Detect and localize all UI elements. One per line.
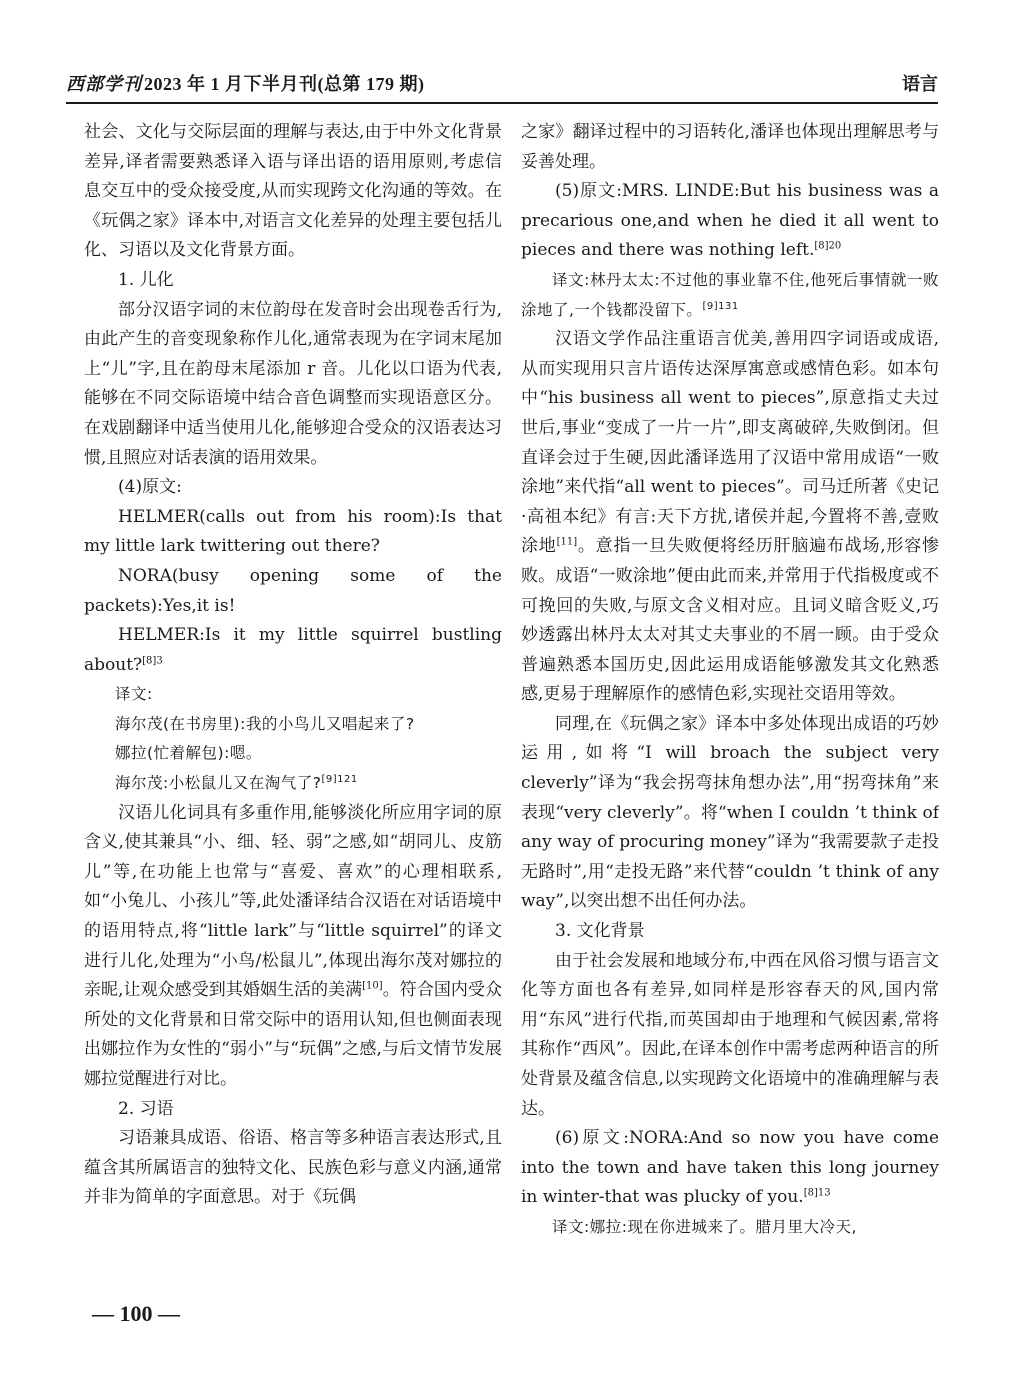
- paragraph-text: 。意指一旦失败便将经历肝脑遍布战场,形容惨败。成语“一败涂地”便由此而来,并常用于代指极度或不可挽回的失败,与原文含义相对应。且词义暗含贬义,巧妙透露出林丹太太对其丈夫事业的不屑一顾。由于受众普遍熟悉本国历史,因此运用成语能够激发其文化熟悉感,更易于理解原作的感情色彩,实现社交语用等效。: [521, 536, 939, 705]
- running-header: [66, 70, 938, 104]
- paragraph: [521, 325, 939, 710]
- paragraph: 部分汉语字词的末位韵母在发音时会出现卷舌行为,由此产生的音变现象称作儿化,通常表现为在字词末尾加上“儿”字,且在韵母末尾添加 r 音。儿化以口语为代表,能够在不同交际语境中结合音色调整而实现语意区分。在戏剧翻译中适当使用儿化,能够迎合受众的汉语表达习惯,且照应对话表演的语用效果。: [84, 299, 502, 468]
- translation: 译文:娜拉:现在你进城来了。腊月里大冷天,: [552, 1217, 857, 1236]
- example-line: HELMER(calls out from his room):Is that my little lark twittering out there?: [84, 506, 502, 557]
- citation: [9]121: [321, 773, 358, 785]
- left-column: [84, 118, 502, 1298]
- journal-title: [66, 70, 425, 96]
- translation-line: 海尔茂(在书房里):我的小鸟儿又唱起来了?: [115, 714, 415, 733]
- subsection-heading: 3. 文化背景: [555, 921, 645, 942]
- translation-label: 译文:: [115, 685, 153, 704]
- paragraph: 由于社会发展和地域分布,中西在风俗习惯与语言文化等方面也各有差异,如同样是形容春天的风,国内常用“东风”进行代指,而英国却由于地理和气候因素,常将其称作“西风”。因此,在译本创作中需考虑两种语言的所处背景及蕴含信息,以实现跨文化语境中的准确理解与表达。: [521, 950, 939, 1119]
- citation: [9]131: [702, 300, 739, 312]
- paragraph: 社会、文化与交际层面的理解与表达,由于中外文化背景差异,译者需要熟悉译入语与译出语的语用原则,考虑信息交互中的受众接受度,从而实现跨文化沟通的等效。在《玩偶之家》译本中,对语言文化差异的处理主要包括儿化、习语以及文化背景方面。: [84, 122, 502, 261]
- example-line: NORA(busy opening some of the packets):Yes,it is!: [84, 565, 502, 616]
- paragraph: 同理,在《玩偶之家》译本中多处体现出成语的巧妙运用,如将“I will broach the subject very cleverly”译为“我会拐弯抹角想办法”,用“拐弯抹角”来表现“very cleverly”。将“when I couldn ’t think of any way of procuring money”译为“我需要款子走投无路时”,用“走投无路”来代替“couldn ’t think of any way”,以突出想不出任何办法。: [521, 713, 939, 912]
- translation-line: [84, 769, 502, 799]
- translation-line: 娜拉(忙着解包):嗯。: [115, 744, 262, 763]
- citation: [8]3: [142, 655, 163, 667]
- paragraph: 习语兼具成语、俗语、格言等多种语言表达形式,且蕴含其所属语言的独特文化、民族色彩与意义内涵,通常并非为简单的字面意思。对于《玩偶: [84, 1128, 502, 1208]
- example-text: HELMER:Is it my little squirrel bustling about?: [84, 625, 502, 675]
- translation-text: 海尔茂:小松鼠儿又在淘气了?: [115, 774, 322, 793]
- citation: [8]13: [803, 1187, 831, 1199]
- paragraph-text: 汉语文学作品注重语言优美,善用四字词语或成语,从而实现用只言片语传达深厚寓意或感情色彩。如本句中“his business all went to pieces”,原意指丈夫过世后,事业“变成了一片一片”,即支离破碎,失败倒闭。但直译会过于生硬,因此潘译选用了汉语中常用成语“一败涂地”来代指“all went to pieces”。司马迁所著《史记·高祖本纪》有言:天下方扰,诸侯并起,今置将不善,壹败涂地: [521, 329, 939, 557]
- subsection-heading: 1. 儿化: [118, 269, 174, 290]
- translation-text: 译文:林丹太太:不过他的事业靠不住,他死后事情就一败涂地了,一个钱都没留下。: [521, 270, 939, 319]
- paragraph-text: 。符合国内受众所处的文化背景和日常交际中的语用认知,但也侧面表现出娜拉作为女性的“弱小”与“玩偶”之感,与后文情节发展娜拉觉醒进行对比。: [84, 980, 502, 1089]
- journal-logo: 西部学刊: [66, 74, 142, 94]
- example: [521, 1124, 939, 1213]
- translation: [521, 266, 939, 325]
- example-text: (6)原文:NORA:And so now you have come into the town and have taken this long journey in winter-that was plucky of you.: [521, 1128, 939, 1208]
- example-label: (4)原文:: [118, 477, 182, 498]
- citation: [10]: [362, 980, 383, 992]
- paragraph: [84, 799, 502, 1095]
- citation: [8]20: [814, 240, 842, 252]
- subsection-heading: 2. 习语: [118, 1098, 174, 1119]
- page-number: — 100 —: [92, 1301, 180, 1326]
- paragraph-text: 汉语儿化词具有多重作用,能够淡化所应用字词的原含义,使其兼具“小、细、轻、弱”之感,如“胡同儿、皮筋儿”等,在功能上也常与“喜爱、喜欢”的心理相联系,如“小兔儿、小孩儿”等,此处潘译结合汉语在对话语境中的语用特点,将“little lark”与“little squirrel”的译文进行儿化,处理为“小鸟/松鼠儿”,体现出海尔茂对娜拉的亲昵,让观众感受到其婚姻生活的美满: [84, 802, 502, 1001]
- issue-info: 2023 年 1 月下半月刊(总第 179 期): [144, 74, 425, 94]
- example-line: [84, 621, 502, 680]
- example: [521, 177, 939, 266]
- example-text: (5)原文:MRS. LINDE:But his business was a precarious one,and when he died it all went to pieces and there was nothing left.: [521, 181, 939, 261]
- right-column: [521, 118, 939, 1298]
- citation: [11]: [556, 536, 578, 548]
- paragraph: 之家》翻译过程中的习语转化,潘译也体现出理解思考与妥善处理。: [521, 122, 939, 172]
- section-label: 语言: [902, 74, 938, 95]
